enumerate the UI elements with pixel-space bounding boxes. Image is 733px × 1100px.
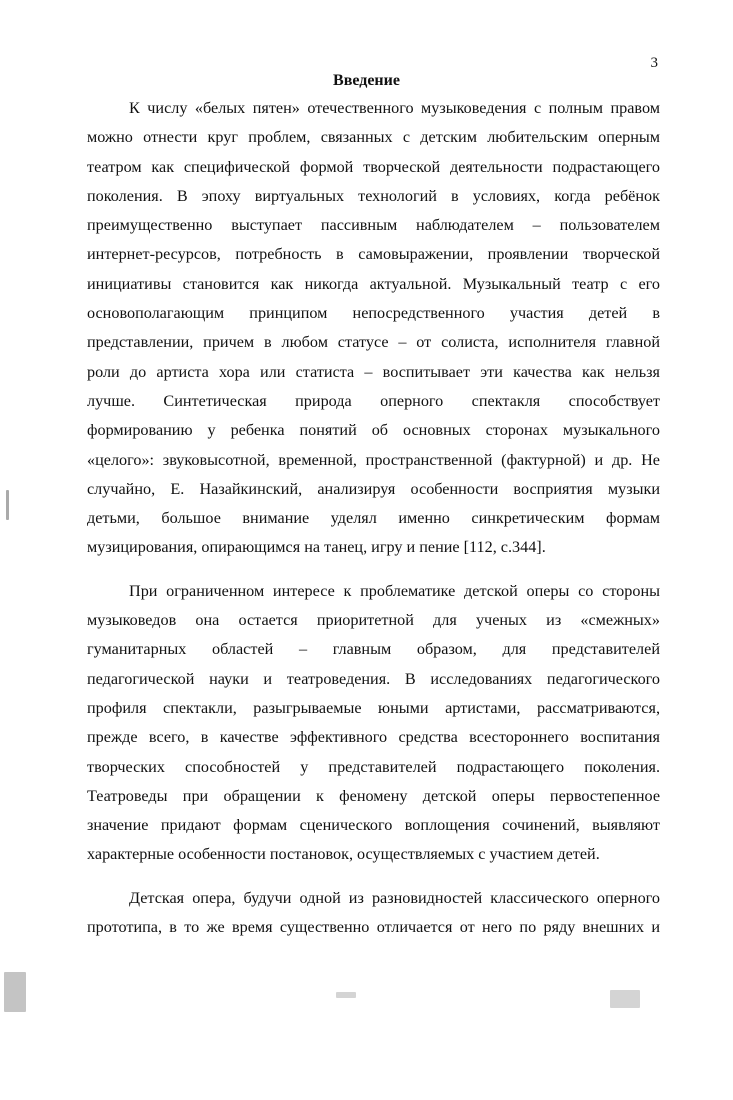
scan-speck	[336, 992, 356, 998]
text-line: «целого»: звуковысотной, временной, пространственной (фактурной) и др. Не	[87, 450, 660, 469]
text-line: инициативы становится как никогда актуальной. Музыкальный театр с его	[87, 274, 660, 293]
text-line: случайно, Е. Назайкинский, анализируя особенности восприятия музыки	[87, 479, 660, 498]
text-line: роли до артиста хора или статиста – воспитывает эти качества как нельзя	[87, 362, 660, 381]
text-line: профиля спектакли, разыгрываемые юными артистами, рассматриваются,	[87, 698, 660, 717]
text-line: Детская опера, будучи одной из разновидностей классического оперного	[129, 888, 660, 907]
section-heading: Введение	[333, 72, 400, 89]
text-line: гуманитарных областей – главным образом, для представителей	[87, 640, 660, 659]
text-line: интернет-ресурсов, потребность в самовыражении, проявлении творческой	[87, 245, 660, 264]
scan-speck	[610, 990, 640, 1008]
text-line: К числу «белых пятен» отечественного музыковедения с полным правом	[129, 99, 660, 117]
text-line: прототипа, в то же время существенно отличается от него по ряду внешних и	[87, 918, 660, 937]
text-line: преимущественно выступает пассивным наблюдателем – пользователем	[87, 216, 660, 235]
text-line: можно отнести круг проблем, связанных с детским любительским оперным	[87, 128, 660, 147]
text-line: При ограниченном интересе к проблематике детской оперы со стороны	[129, 581, 660, 600]
text-line: основополагающим принципом непосредственного участия детей в	[87, 304, 660, 323]
paragraph-1	[87, 94, 660, 563]
text-line: значение придают формам сценического воплощения сочинений, выявляют	[87, 816, 660, 835]
text-line: прежде всего, в качестве эффективного средства всестороннего воспитания	[87, 728, 660, 747]
text-line: детьми, большое внимание уделял именно синкретическим формам	[87, 509, 660, 528]
text-line: музыковедов она остается приоритетной для ученых из «смежных»	[87, 611, 660, 630]
text-line: педагогической науки и театроведения. В исследованиях педагогического	[87, 669, 660, 688]
text-line: музицирования, опирающимся на танец, игру и пение [112, с.344].	[87, 538, 546, 557]
text-line: лучше. Синтетическая природа оперного спектакля способствует	[87, 391, 660, 410]
text-line: формированию у ребенка понятий об основных сторонах музыкального	[87, 421, 660, 440]
text-line: характерные особенности постановок, осуществляемых с участием детей.	[87, 845, 600, 864]
scan-speck	[6, 490, 9, 520]
text-line: театром как специфической формой творческой деятельности подрастающего	[87, 157, 660, 176]
scan-speck	[4, 972, 26, 1012]
body-text	[87, 94, 660, 942]
text-line: Театроведы при обращении к феномену детской оперы первостепенное	[87, 786, 660, 805]
text-line: поколения. В эпоху виртуальных технологий в условиях, когда ребёнок	[87, 186, 660, 205]
page-number: 3	[650, 55, 658, 71]
text-line: представлении, причем в любом статусе – от солиста, исполнителя главной	[87, 333, 660, 352]
paragraph-2	[87, 577, 660, 870]
paragraph-3	[87, 884, 660, 943]
text-line: творческих способностей у представителей подрастающего поколения.	[87, 757, 660, 776]
